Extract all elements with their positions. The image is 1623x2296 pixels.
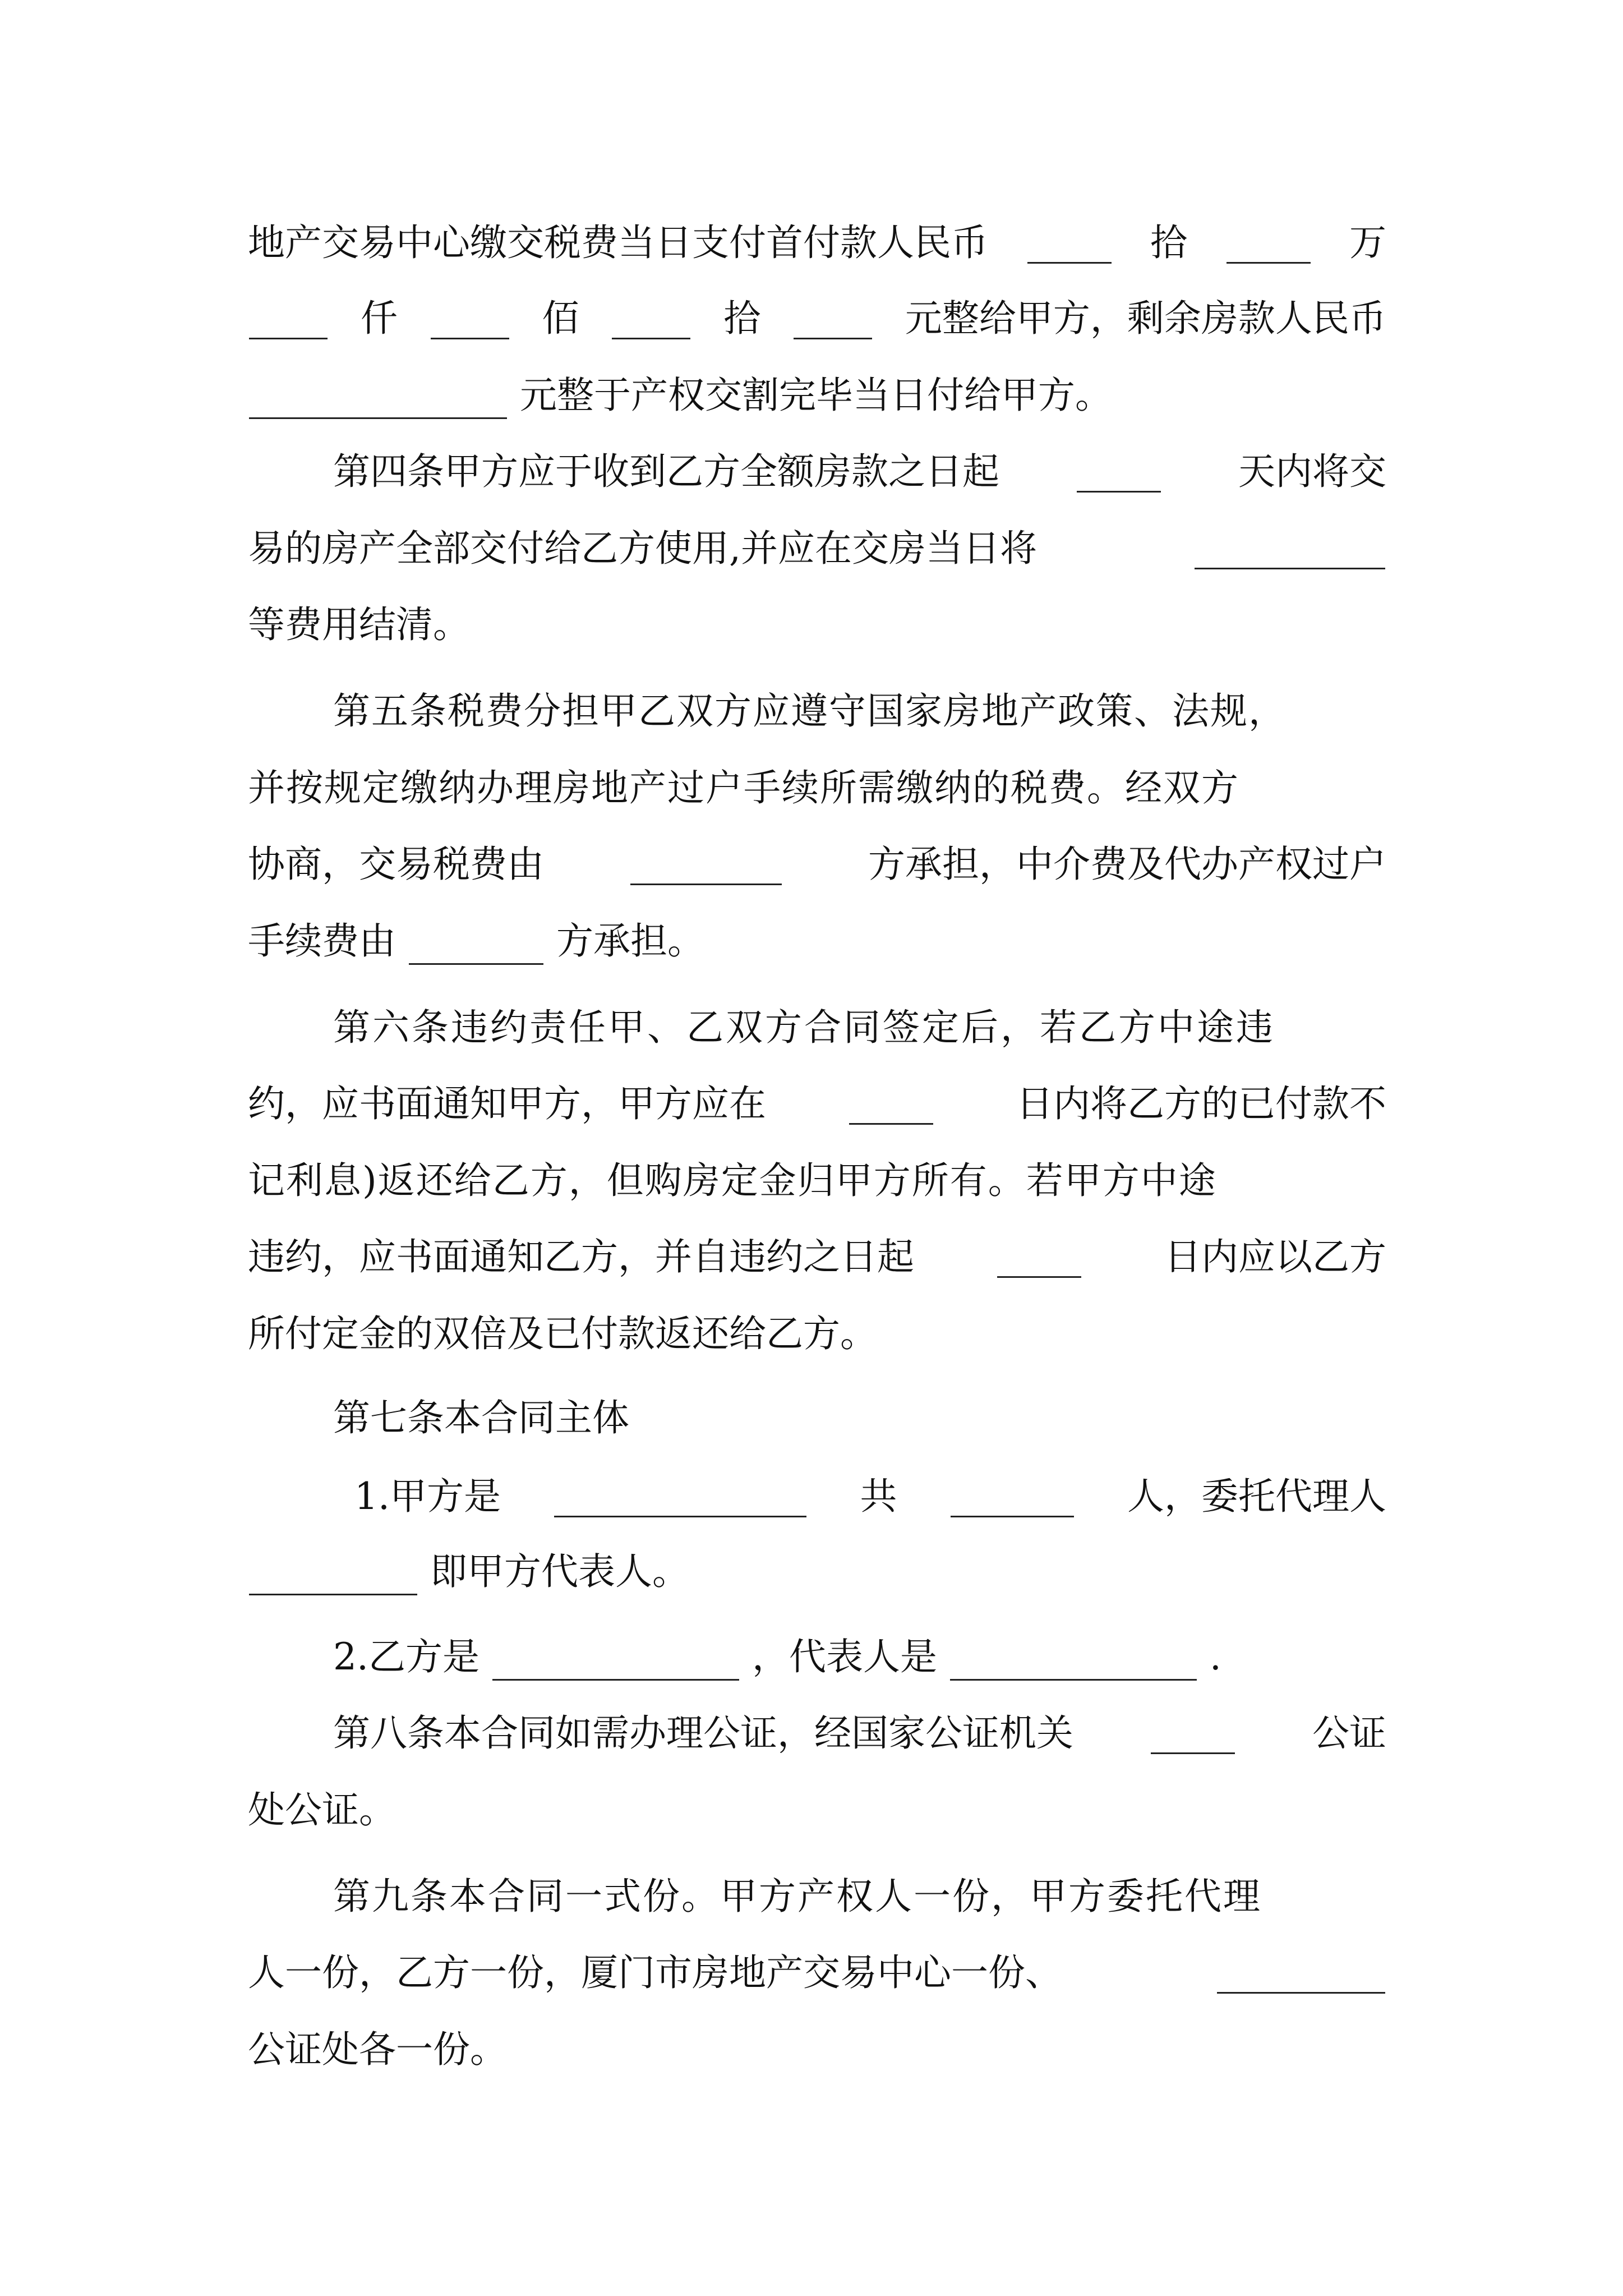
text-segment: 并按规定缴纳办理房地产过户手续所需缴纳的税费。经双方 [248, 766, 1239, 809]
text-line [248, 1469, 1386, 1525]
text-segment: 仟 [360, 297, 398, 340]
text-line [248, 597, 1386, 653]
fill-in-blank [249, 378, 507, 419]
fill-in-blank [492, 1640, 739, 1681]
fill-in-blank [1195, 528, 1385, 569]
fill-in-blank [997, 1237, 1081, 1278]
text-segment: 约，应书面通知甲方，甲方应在 [248, 1082, 766, 1125]
text-line [248, 1390, 1386, 1446]
text-line [248, 1945, 1386, 2001]
fill-in-blank [951, 1476, 1074, 1517]
text-segment: 元整于产权交割完毕当日付给甲方。 [519, 374, 1112, 417]
text-segment: 方承担。 [556, 919, 704, 963]
text-segment: 日内应以乙方 [1164, 1235, 1386, 1278]
text-segment: 人，委托代理人 [1127, 1475, 1386, 1518]
text-segment: 方承担，中介费及代办产权过户 [868, 843, 1386, 886]
fill-in-blank [630, 844, 782, 885]
text-segment: 共 [860, 1475, 897, 1518]
text-segment: 拾 [723, 297, 761, 340]
text-segment: 1.甲方是 [354, 1475, 501, 1518]
text-segment: 易的房产全部交付给乙方使用,并应在交房当日将 [248, 527, 1037, 570]
fill-in-blank [1027, 223, 1112, 264]
text-segment: 第八条本合同如需办理公证，经国家公证机关 [333, 1711, 1073, 1755]
fill-in-blank [794, 298, 872, 339]
text-segment: 佰 [542, 297, 579, 340]
fill-in-blank [849, 1084, 933, 1125]
fill-in-blank [249, 298, 328, 339]
text-line [248, 1000, 1386, 1056]
text-segment: 记利息)返还给乙方，但购房定金归甲方所有。若甲方中途 [248, 1159, 1217, 1202]
text-line [248, 1629, 1386, 1685]
text-segment: 手续费由 [248, 919, 396, 963]
text-segment: 违约，应书面通知乙方，并自违约之日起 [248, 1235, 914, 1278]
fill-in-blank [249, 1554, 417, 1595]
text-segment: 公证 [1312, 1711, 1386, 1755]
fill-in-blank [1217, 1953, 1385, 1994]
text-segment: 2.乙方是 [333, 1635, 479, 1678]
fill-in-blank [950, 1640, 1197, 1681]
text-line [248, 215, 1386, 271]
text-line [248, 1153, 1386, 1209]
text-line [248, 760, 1386, 816]
text-segment: 天内将交 [1238, 450, 1386, 493]
text-segment: 第六条违约责任甲、乙双方合同签定后，若乙方中途违 [333, 1006, 1275, 1049]
text-segment: 万 [1349, 221, 1386, 264]
text-line [248, 1306, 1386, 1362]
fill-in-blank [554, 1476, 806, 1517]
fill-in-blank [612, 298, 690, 339]
text-segment: 即甲方代表人。 [430, 1550, 689, 1593]
text-segment: 人一份，乙方一份，厦门市房地产交易中心一份、 [248, 1951, 1062, 1994]
text-line [248, 913, 1386, 969]
text-line [248, 1869, 1386, 1925]
text-line [248, 291, 1386, 347]
text-line [248, 2022, 1386, 2078]
text-line [248, 683, 1386, 739]
fill-in-blank [431, 298, 509, 339]
text-segment: 所付定金的双倍及已付款返还给乙方。 [248, 1312, 877, 1355]
text-segment: 等费用结清。 [248, 603, 470, 646]
text-line [248, 1076, 1386, 1132]
text-segment: . [1209, 1635, 1221, 1678]
text-line [248, 367, 1386, 424]
text-line [248, 1782, 1386, 1838]
text-segment: ，代表人是 [751, 1635, 937, 1678]
text-segment: 协商，交易税费由 [248, 843, 544, 886]
text-segment: 日内将乙方的已付款不 [1016, 1082, 1386, 1125]
text-segment: 公证处各一份。 [248, 2028, 507, 2071]
fill-in-blank [1227, 223, 1311, 264]
text-segment: 地产交易中心缴交税费当日支付首付款人民币 [248, 221, 988, 264]
text-segment: 元整给甲方，剩余房款人民币 [905, 297, 1386, 340]
text-line [248, 444, 1386, 500]
text-line [248, 836, 1386, 892]
fill-in-blank [1077, 452, 1161, 493]
text-line [248, 1705, 1386, 1761]
text-segment: 第五条税费分担甲乙双方应遵守国家房地产政策、法规， [333, 689, 1287, 733]
text-line [248, 1229, 1386, 1285]
fill-in-blank [1151, 1713, 1235, 1754]
text-line [248, 521, 1386, 577]
text-line [248, 1544, 1386, 1600]
text-segment: 第七条本合同主体 [333, 1396, 629, 1439]
fill-in-blank [409, 924, 543, 965]
text-segment: 第四条甲方应于收到乙方全额房款之日起 [333, 450, 999, 493]
text-segment: 拾 [1150, 221, 1187, 264]
text-segment: 第九条本合同一式份。甲方产权人一份，甲方委托代理 [333, 1875, 1262, 1918]
text-segment: 处公证。 [248, 1788, 396, 1832]
